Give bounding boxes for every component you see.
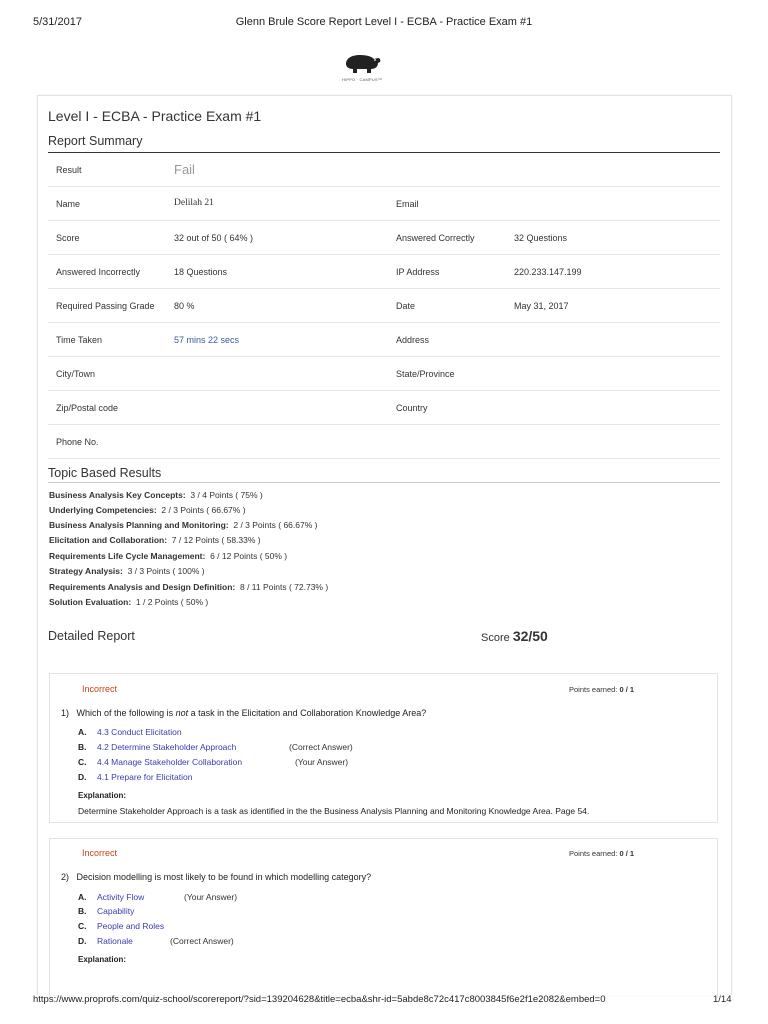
option-letter: D. xyxy=(78,936,87,946)
label-ip-address: IP Address xyxy=(396,267,440,277)
option-text: Capability xyxy=(97,906,135,916)
summary-row-zip xyxy=(48,391,720,425)
explanation-text: Determine Stakeholder Approach is a task as identified in the the Business Analysis Planning and Monitoring Knowledge Area. Page 54. xyxy=(78,806,590,816)
topic-item xyxy=(49,566,205,576)
summary-row-score xyxy=(48,221,720,255)
topic-item xyxy=(49,551,287,561)
correct-answer-note: (Correct Answer) xyxy=(170,936,234,946)
label-answered-correctly: Answered Correctly xyxy=(396,233,475,243)
option-letter: B. xyxy=(78,742,87,752)
option-letter: C. xyxy=(78,757,87,767)
option-text: Activity Flow xyxy=(97,892,145,902)
topic-results-heading: Topic Based Results xyxy=(48,466,162,480)
option-text: 4.2 Determine Stakeholder Approach xyxy=(97,742,237,752)
points-earned xyxy=(569,849,634,858)
label-name: Name xyxy=(56,199,81,209)
question-card-2 xyxy=(49,838,718,998)
points-label: Points earned: xyxy=(569,685,618,694)
label-email: Email xyxy=(396,199,419,209)
question-text-body: Decision modelling is most likely to be found in which modelling category? xyxy=(76,872,372,882)
summary-row-name xyxy=(48,187,720,221)
logo-text: HIPPO · CAMPUS™ xyxy=(341,77,383,82)
topic-name: Requirements Analysis and Design Definition: xyxy=(49,582,236,592)
topic-item xyxy=(49,597,208,607)
topic-value: 1 / 2 Points ( 50% ) xyxy=(135,597,209,607)
question-number: 2) xyxy=(61,872,70,882)
summary-row-passing xyxy=(48,289,720,323)
topic-value: 7 / 12 Points ( 58.33% ) xyxy=(171,535,261,545)
topic-value: 6 / 12 Points ( 50% ) xyxy=(210,551,288,561)
topic-item xyxy=(49,582,328,592)
print-footer xyxy=(0,994,768,1008)
topic-value: 8 / 11 Points ( 72.73% ) xyxy=(239,582,329,592)
topic-name: Strategy Analysis: xyxy=(49,566,123,576)
label-city: City/Town xyxy=(56,369,96,379)
detailed-report-heading: Detailed Report xyxy=(48,629,135,643)
summary-row-phone xyxy=(48,425,720,459)
value-answered-correctly: 32 Questions xyxy=(514,233,568,243)
label-answered-incorrectly: Answered Incorrectly xyxy=(56,267,141,277)
topic-name: Requirements Life Cycle Management: xyxy=(49,551,206,561)
option-text: 4.4 Manage Stakeholder Collaboration xyxy=(97,757,243,767)
topic-divider xyxy=(48,482,720,483)
option-text: Rationale xyxy=(97,936,133,946)
print-title: Glenn Brule Score Report Level I - ECBA - Practice Exam #1 xyxy=(235,16,533,28)
your-answer-note: (Your Answer) xyxy=(184,892,238,902)
topic-value: 3 / 3 Points ( 100% ) xyxy=(127,566,205,576)
value-answered-incorrectly: 18 Questions xyxy=(174,267,228,277)
print-url: https://www.proprofs.com/quiz-school/scorereport/?sid=139204628&title=ecba&shr-id=5abde8c72c417c8003845f6e2f1e2082&embed=0 xyxy=(33,994,606,1005)
summary-row-result xyxy=(48,153,720,187)
explanation-label: Explanation: xyxy=(78,791,127,800)
question-text-italic: not xyxy=(175,708,189,718)
topic-name: Underlying Competencies: xyxy=(49,505,157,515)
option-text: 4.3 Conduct Elicitation xyxy=(97,727,182,737)
value-required-passing-grade: 80 % xyxy=(174,301,195,311)
topic-item xyxy=(49,505,246,515)
topic-item xyxy=(49,535,261,545)
label-score: Score xyxy=(56,233,80,243)
topic-value: 2 / 3 Points ( 66.67% ) xyxy=(233,520,318,530)
question-text xyxy=(61,708,426,718)
points-value: 0 / 1 xyxy=(619,849,635,858)
exam-title: Level I - ECBA - Practice Exam #1 xyxy=(48,108,262,124)
value-score: 32 out of 50 ( 64% ) xyxy=(174,233,254,243)
label-result: Result xyxy=(56,165,82,175)
points-earned xyxy=(569,685,634,694)
summary-row-incorrect xyxy=(48,255,720,289)
question-text-end: a task in the Elicitation and Collaboration Knowledge Area? xyxy=(188,708,427,718)
topic-name: Business Analysis Planning and Monitoring: xyxy=(49,520,229,530)
summary-row-city xyxy=(48,357,720,391)
option-letter: C. xyxy=(78,921,87,931)
value-result: Fail xyxy=(174,162,195,177)
print-date: 5/31/2017 xyxy=(33,16,82,28)
value-ip-address: 220.233.147.199 xyxy=(514,267,582,277)
value-name: Delilah 21 xyxy=(174,198,214,208)
label-zip: Zip/Postal code xyxy=(56,403,119,413)
topic-name: Business Analysis Key Concepts: xyxy=(49,490,186,500)
points-label: Points earned: xyxy=(569,849,618,858)
value-time-taken: 57 mins 22 secs xyxy=(174,335,240,345)
print-header xyxy=(0,16,768,32)
question-status: Incorrect xyxy=(82,848,118,858)
option-letter: A. xyxy=(78,892,87,902)
question-number: 1) xyxy=(61,708,70,718)
label-state: State/Province xyxy=(396,369,455,379)
topic-item xyxy=(49,520,317,530)
topic-value: 2 / 3 Points ( 66.67% ) xyxy=(161,505,246,515)
your-answer-note: (Your Answer) xyxy=(295,757,349,767)
detailed-score xyxy=(481,628,548,644)
option-letter: A. xyxy=(78,727,87,737)
label-date: Date xyxy=(396,301,416,311)
topic-name: Solution Evaluation: xyxy=(49,597,132,607)
summary-row-time xyxy=(48,323,720,357)
correct-answer-note: (Correct Answer) xyxy=(289,742,353,752)
hippo-icon xyxy=(338,50,386,76)
value-date: May 31, 2017 xyxy=(514,301,569,311)
topic-item xyxy=(49,490,263,500)
explanation-label: Explanation: xyxy=(78,955,127,964)
page-number: 1/14 xyxy=(713,994,732,1005)
topic-name: Elicitation and Collaboration: xyxy=(49,535,168,545)
score-value: 32/50 xyxy=(512,628,548,644)
label-phone: Phone No. xyxy=(56,437,99,447)
hippo-logo xyxy=(338,50,386,84)
points-value: 0 / 1 xyxy=(619,685,635,694)
label-required-passing-grade: Required Passing Grade xyxy=(56,301,155,311)
option-letter: B. xyxy=(78,906,87,916)
question-text xyxy=(61,872,371,882)
question-text-start: Which of the following is xyxy=(76,708,176,718)
score-label: Score xyxy=(481,632,510,644)
report-summary-heading: Report Summary xyxy=(48,134,143,148)
topic-value: 3 / 4 Points ( 75% ) xyxy=(190,490,263,500)
label-time-taken: Time Taken xyxy=(56,335,103,345)
label-country: Country xyxy=(396,403,428,413)
question-status: Incorrect xyxy=(82,684,118,694)
option-text: 4.1 Prepare for Elicitation xyxy=(97,772,193,782)
option-text: People and Roles xyxy=(97,921,165,931)
label-address: Address xyxy=(396,335,430,345)
option-letter: D. xyxy=(78,772,87,782)
